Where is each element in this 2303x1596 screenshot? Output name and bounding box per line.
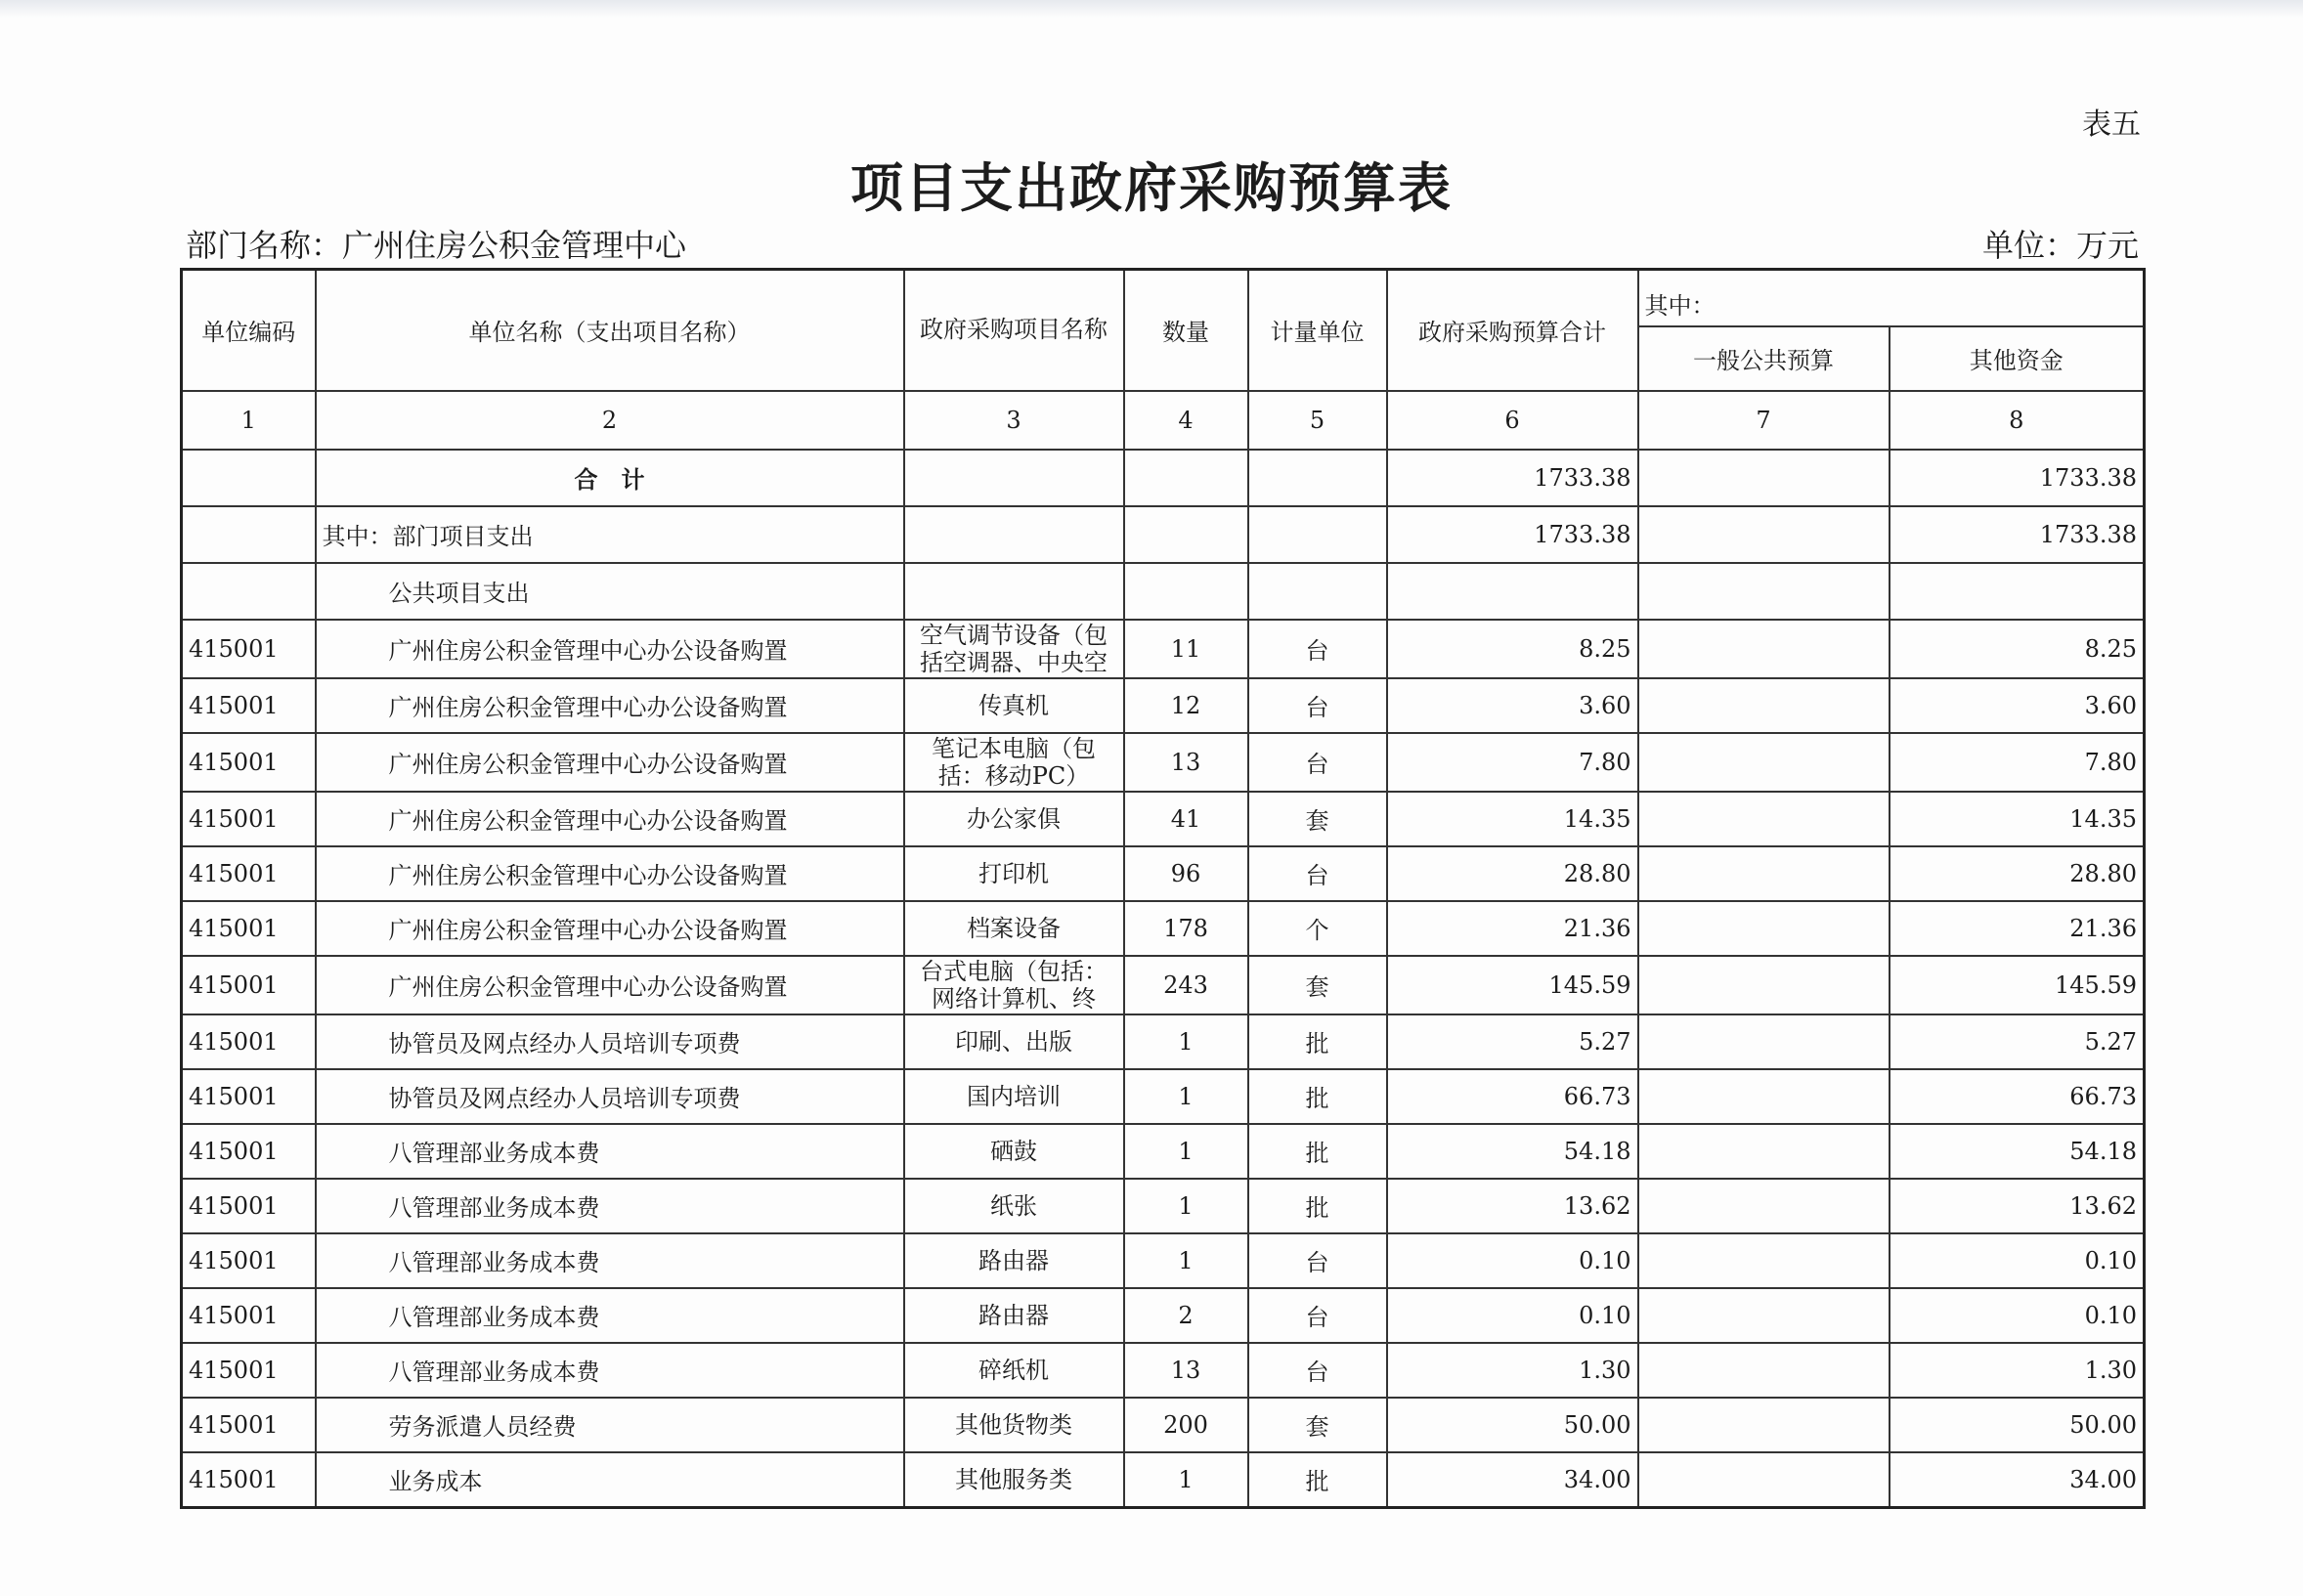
page-title: 项目支出政府采购预算表: [850, 156, 1453, 219]
row-code: 415001: [182, 1069, 316, 1124]
row-total: 50.00: [1387, 1398, 1638, 1452]
row-measure-unit: 套: [1248, 792, 1387, 846]
row-project-name: 八管理部业务成本费: [316, 1233, 904, 1288]
table-row: [182, 678, 2145, 733]
row-general-budget: [1638, 1124, 1890, 1179]
row-code: 415001: [182, 901, 316, 956]
index-cell: 5: [1248, 391, 1387, 450]
row-total: 1.30: [1387, 1343, 1638, 1398]
row-code: 415001: [182, 1343, 316, 1398]
row-total: 0.10: [1387, 1233, 1638, 1288]
row-other-funds: 28.80: [1890, 846, 2145, 901]
total-other: 1733.38: [1890, 450, 2145, 506]
row-measure-unit: 套: [1248, 956, 1387, 1014]
row-other-funds: 14.35: [1890, 792, 2145, 846]
table-row: [182, 792, 2145, 846]
row-general-budget: [1638, 1179, 1890, 1233]
row-total: 145.59: [1387, 956, 1638, 1014]
row-project-name: 协管员及网点经办人员培训专项费: [316, 1014, 904, 1069]
row-code: 415001: [182, 956, 316, 1014]
table-row: [182, 1343, 2145, 1398]
row-other-funds: 5.27: [1890, 1014, 2145, 1069]
row-total: 5.27: [1387, 1014, 1638, 1069]
row-measure-unit: 台: [1248, 733, 1387, 792]
row-total: 13.62: [1387, 1179, 1638, 1233]
public-project-row: [182, 563, 2145, 620]
row-general-budget: [1638, 1014, 1890, 1069]
row-general-budget: [1638, 678, 1890, 733]
row-measure-unit: 个: [1248, 901, 1387, 956]
row-project-name: 劳务派遣人员经费: [316, 1398, 904, 1452]
row-quantity: 96: [1124, 846, 1248, 901]
budget-table: [180, 268, 2146, 1509]
row-project-name: 协管员及网点经办人员培训专项费: [316, 1069, 904, 1124]
row-code: 415001: [182, 1233, 316, 1288]
total-row: [182, 450, 2145, 506]
row-code: 415001: [182, 1124, 316, 1179]
row-total: 66.73: [1387, 1069, 1638, 1124]
row-quantity: 1: [1124, 1233, 1248, 1288]
table-row: [182, 1069, 2145, 1124]
row-general-budget: [1638, 1398, 1890, 1452]
row-project-name: 广州住房公积金管理中心办公设备购置: [316, 956, 904, 1014]
table-row: [182, 1452, 2145, 1508]
row-project-name: 业务成本: [316, 1452, 904, 1508]
row-quantity: 13: [1124, 733, 1248, 792]
row-quantity: 178: [1124, 901, 1248, 956]
col-header-general: 一般公共预算: [1638, 326, 1890, 391]
row-measure-unit: 批: [1248, 1452, 1387, 1508]
row-measure-unit: 批: [1248, 1014, 1387, 1069]
index-cell: 1: [182, 391, 316, 450]
row-code: 415001: [182, 792, 316, 846]
row-project-name: 八管理部业务成本费: [316, 1343, 904, 1398]
index-cell: 6: [1387, 391, 1638, 450]
row-procurement-item: 台式电脑（包括：网络计算机、终: [920, 958, 1108, 1012]
table-row: [182, 846, 2145, 901]
row-other-funds: 7.80: [1890, 733, 2145, 792]
row-general-budget: [1638, 1343, 1890, 1398]
department-name: 部门名称：广州住房公积金管理中心: [186, 227, 687, 264]
index-row: [182, 391, 2145, 450]
row-procurement-item: 路由器: [978, 1301, 1049, 1329]
row-code: 415001: [182, 1452, 316, 1508]
row-code: 415001: [182, 1288, 316, 1343]
index-cell: 3: [904, 391, 1124, 450]
row-general-budget: [1638, 846, 1890, 901]
row-code: 415001: [182, 678, 316, 733]
table-row: [182, 1398, 2145, 1452]
dept-project-total: 1733.38: [1387, 506, 1638, 563]
row-total: 3.60: [1387, 678, 1638, 733]
row-measure-unit: 批: [1248, 1124, 1387, 1179]
row-other-funds: 13.62: [1890, 1179, 2145, 1233]
col-header-of-which: 其中：: [1638, 270, 2145, 326]
row-quantity: 1: [1124, 1014, 1248, 1069]
row-measure-unit: 台: [1248, 846, 1387, 901]
dept-project-label: 其中：部门项目支出: [316, 506, 904, 563]
row-project-name: 广州住房公积金管理中心办公设备购置: [316, 678, 904, 733]
row-measure-unit: 套: [1248, 1398, 1387, 1452]
row-code: 415001: [182, 733, 316, 792]
row-quantity: 1: [1124, 1179, 1248, 1233]
row-code: 415001: [182, 1179, 316, 1233]
col-header-unit: 计量单位: [1248, 270, 1387, 391]
row-procurement-item: 办公家俱: [967, 804, 1061, 833]
row-project-name: 广州住房公积金管理中心办公设备购置: [316, 846, 904, 901]
row-procurement-item: 笔记本电脑（包括：移动PC）: [932, 735, 1096, 789]
total-label: 合 计: [316, 450, 904, 506]
table-row: [182, 1014, 2145, 1069]
row-project-name: 八管理部业务成本费: [316, 1288, 904, 1343]
row-project-name: 广州住房公积金管理中心办公设备购置: [316, 733, 904, 792]
dept-project-row: [182, 506, 2145, 563]
row-general-budget: [1638, 901, 1890, 956]
row-quantity: 13: [1124, 1343, 1248, 1398]
row-measure-unit: 台: [1248, 1288, 1387, 1343]
table-row: [182, 733, 2145, 792]
row-total: 0.10: [1387, 1288, 1638, 1343]
dept-project-other: 1733.38: [1890, 506, 2145, 563]
row-general-budget: [1638, 956, 1890, 1014]
table-number: 表五: [2082, 108, 2141, 142]
table-row: [182, 1233, 2145, 1288]
row-procurement-item: 印刷、出版: [955, 1027, 1072, 1056]
row-general-budget: [1638, 792, 1890, 846]
table-row: [182, 1124, 2145, 1179]
row-procurement-item: 传真机: [978, 691, 1049, 719]
row-measure-unit: 台: [1248, 1343, 1387, 1398]
row-other-funds: 54.18: [1890, 1124, 2145, 1179]
table-row: [182, 620, 2145, 678]
row-measure-unit: 台: [1248, 678, 1387, 733]
row-procurement-item: 路由器: [978, 1246, 1049, 1274]
row-measure-unit: 台: [1248, 1233, 1387, 1288]
row-general-budget: [1638, 733, 1890, 792]
row-general-budget: [1638, 1233, 1890, 1288]
row-general-budget: [1638, 1452, 1890, 1508]
row-general-budget: [1638, 620, 1890, 678]
row-quantity: 1: [1124, 1069, 1248, 1124]
col-header-qty: 数量: [1124, 270, 1248, 391]
index-cell: 2: [316, 391, 904, 450]
row-measure-unit: 批: [1248, 1179, 1387, 1233]
row-other-funds: 145.59: [1890, 956, 2145, 1014]
row-quantity: 11: [1124, 620, 1248, 678]
col-header-item: 政府采购项目名称: [904, 270, 1124, 391]
col-header-total: 政府采购预算合计: [1387, 270, 1638, 391]
row-project-name: 广州住房公积金管理中心办公设备购置: [316, 792, 904, 846]
row-total: 34.00: [1387, 1452, 1638, 1508]
row-procurement-item: 硒鼓: [990, 1137, 1037, 1165]
row-code: 415001: [182, 1398, 316, 1452]
row-quantity: 12: [1124, 678, 1248, 733]
row-code: 415001: [182, 620, 316, 678]
row-total: 7.80: [1387, 733, 1638, 792]
row-total: 54.18: [1387, 1124, 1638, 1179]
row-other-funds: 34.00: [1890, 1452, 2145, 1508]
row-other-funds: 66.73: [1890, 1069, 2145, 1124]
row-total: 14.35: [1387, 792, 1638, 846]
index-cell: 4: [1124, 391, 1248, 450]
row-quantity: 2: [1124, 1288, 1248, 1343]
row-quantity: 41: [1124, 792, 1248, 846]
table-row: [182, 956, 2145, 1014]
row-procurement-item: 国内培训: [967, 1082, 1061, 1110]
row-code: 415001: [182, 1014, 316, 1069]
row-project-name: 八管理部业务成本费: [316, 1179, 904, 1233]
index-cell: 8: [1890, 391, 2145, 450]
row-other-funds: 1.30: [1890, 1343, 2145, 1398]
row-other-funds: 8.25: [1890, 620, 2145, 678]
row-procurement-item: 档案设备: [967, 914, 1061, 942]
col-header-other: 其他资金: [1890, 326, 2145, 391]
table-row: [182, 1288, 2145, 1343]
row-total: 28.80: [1387, 846, 1638, 901]
col-header-name: 单位名称（支出项目名称）: [316, 270, 904, 391]
row-project-name: 广州住房公积金管理中心办公设备购置: [316, 620, 904, 678]
row-general-budget: [1638, 1288, 1890, 1343]
row-total: 8.25: [1387, 620, 1638, 678]
total-amount: 1733.38: [1387, 450, 1638, 506]
unit-label: 单位：万元: [1981, 227, 2139, 264]
row-measure-unit: 批: [1248, 1069, 1387, 1124]
row-project-name: 八管理部业务成本费: [316, 1124, 904, 1179]
row-quantity: 243: [1124, 956, 1248, 1014]
row-procurement-item: 纸张: [990, 1191, 1037, 1220]
row-procurement-item: 空气调节设备（包括空调器、中央空: [920, 622, 1108, 675]
row-quantity: 1: [1124, 1124, 1248, 1179]
table-body: [182, 391, 2145, 1508]
row-quantity: 200: [1124, 1398, 1248, 1452]
row-general-budget: [1638, 1069, 1890, 1124]
row-procurement-item: 碎纸机: [978, 1356, 1049, 1384]
col-header-code: 单位编码: [182, 270, 316, 391]
table-row: [182, 901, 2145, 956]
public-project-label: 公共项目支出: [316, 563, 904, 620]
row-other-funds: 50.00: [1890, 1398, 2145, 1452]
row-quantity: 1: [1124, 1452, 1248, 1508]
row-other-funds: 3.60: [1890, 678, 2145, 733]
row-procurement-item: 其他服务类: [955, 1465, 1072, 1493]
row-measure-unit: 台: [1248, 620, 1387, 678]
row-procurement-item: 其他货物类: [955, 1410, 1072, 1439]
row-other-funds: 0.10: [1890, 1288, 2145, 1343]
index-cell: 7: [1638, 391, 1890, 450]
row-project-name: 广州住房公积金管理中心办公设备购置: [316, 901, 904, 956]
scan-edge: [0, 0, 2303, 18]
row-procurement-item: 打印机: [978, 859, 1049, 887]
row-other-funds: 0.10: [1890, 1233, 2145, 1288]
row-other-funds: 21.36: [1890, 901, 2145, 956]
table-row: [182, 1179, 2145, 1233]
row-total: 21.36: [1387, 901, 1638, 956]
row-code: 415001: [182, 846, 316, 901]
